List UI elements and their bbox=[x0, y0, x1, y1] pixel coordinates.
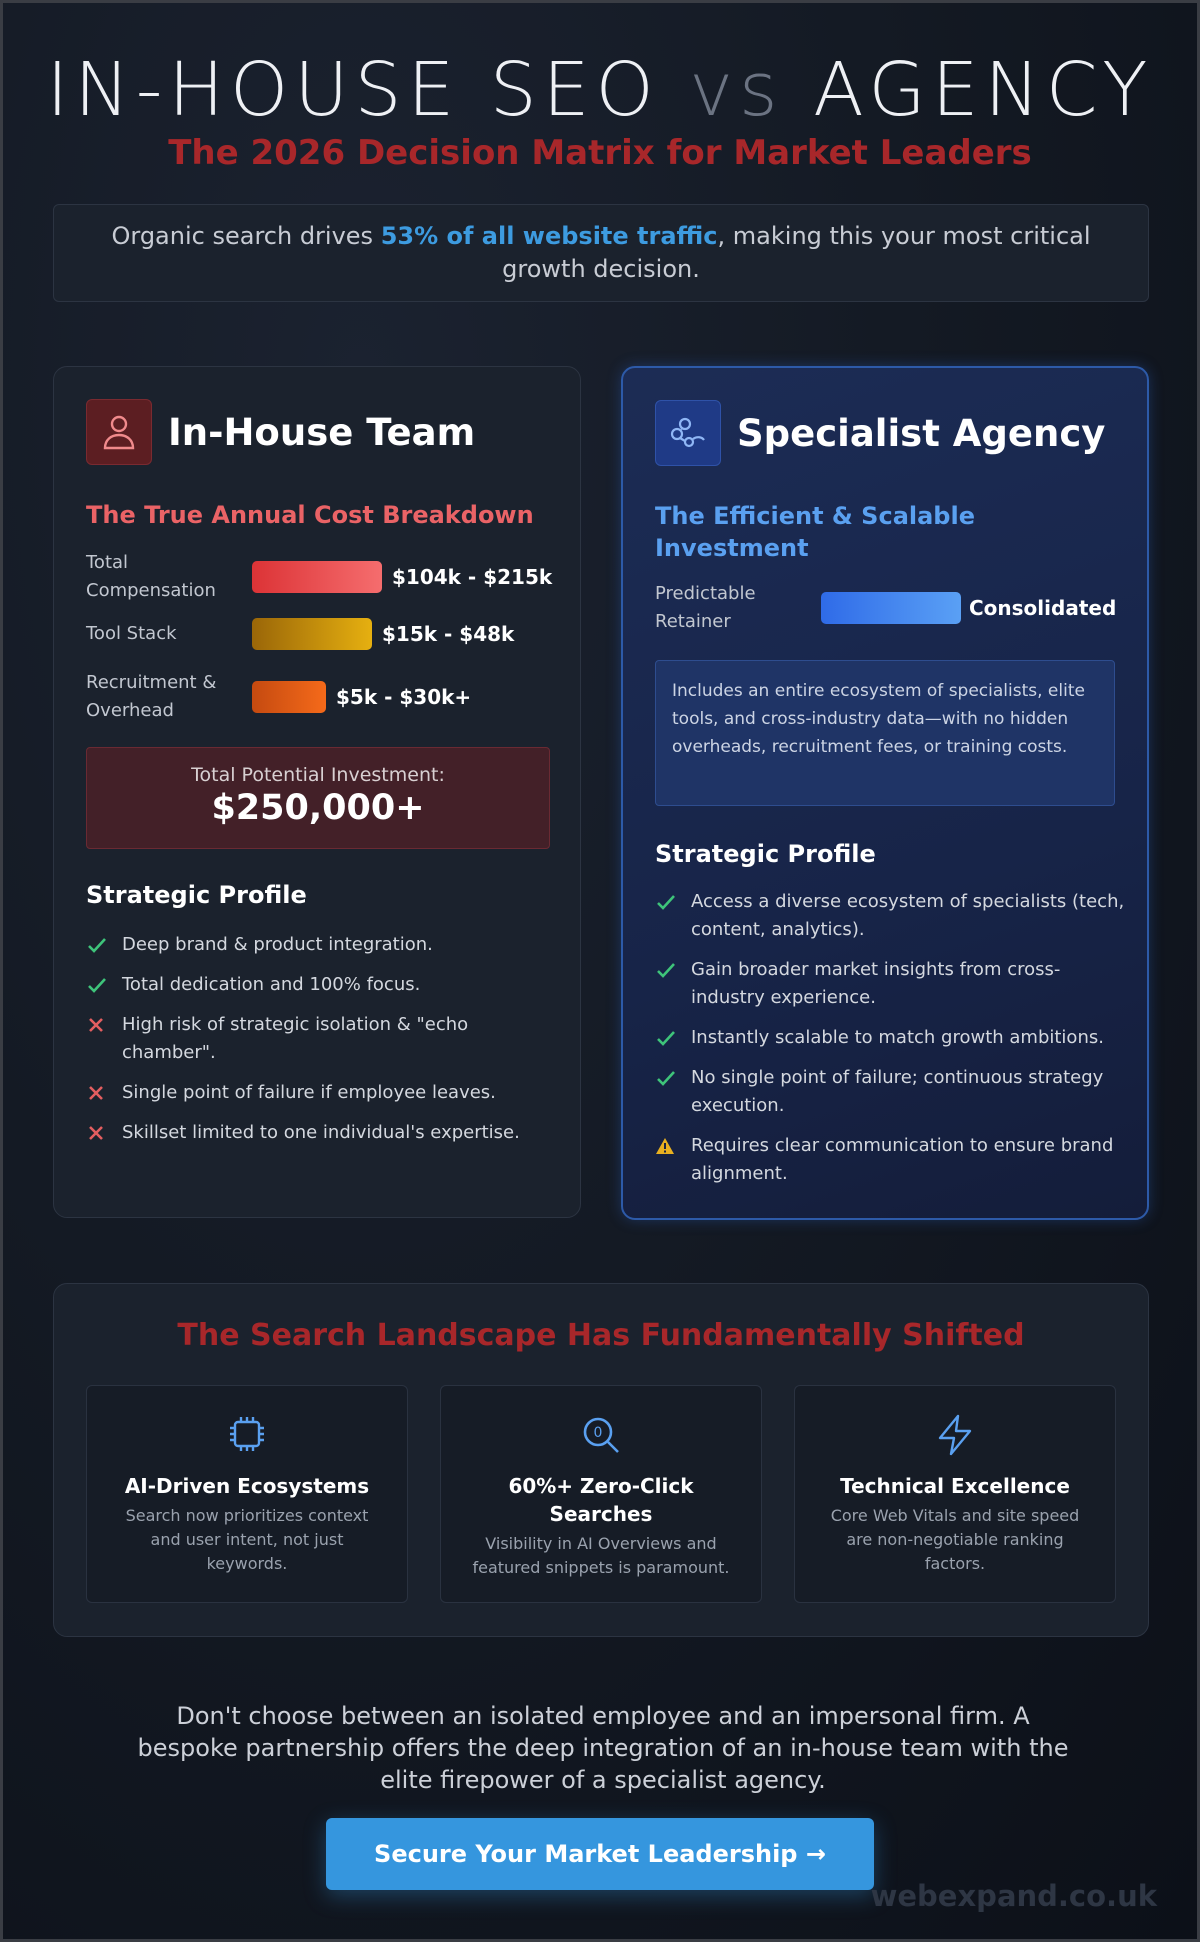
list-item-text: Single point of failure if employee leaves. bbox=[122, 1082, 496, 1103]
intro-before: Organic search drives bbox=[111, 222, 381, 250]
search-icon bbox=[441, 1414, 761, 1458]
svg-text:0: 0 bbox=[593, 1425, 603, 1441]
list-item-text: Gain broader market insights from cross-industry experience. bbox=[691, 959, 1061, 1008]
list-item-text: High risk of strategic isolation & "echo chamber". bbox=[122, 1014, 469, 1063]
cta-button[interactable]: Secure Your Market Leadership → bbox=[326, 1818, 874, 1890]
check-icon bbox=[655, 1064, 691, 1088]
list-item-text: No single point of failure; continuous strategy execution. bbox=[691, 1067, 1104, 1116]
in-house-title: In-House Team bbox=[168, 410, 476, 454]
cross-icon bbox=[86, 1011, 122, 1035]
retainer-bar bbox=[821, 592, 961, 624]
cross-icon bbox=[86, 1119, 122, 1143]
feature-text: Core Web Vitals and site speed are non-negotiable ranking factors. bbox=[830, 1506, 1080, 1573]
title-part-2: AGENCY bbox=[783, 47, 1154, 133]
check-icon bbox=[655, 956, 691, 980]
in-house-profile-heading: Strategic Profile bbox=[86, 881, 307, 909]
warning-icon bbox=[655, 1132, 691, 1156]
list-item-text: Skillset limited to one individual's expertise. bbox=[122, 1122, 520, 1143]
agency-description: Includes an entire ecosystem of specialists, elite tools, and cross-industry data—with no hidden overheads, recruitment fees, or training costs. bbox=[655, 660, 1115, 806]
cost-label: Recruitment & Overhead bbox=[86, 672, 217, 721]
agency-title: Specialist Agency bbox=[737, 411, 1106, 455]
retainer-label: Predictable Retainer bbox=[655, 583, 756, 632]
feature-card-technical bbox=[794, 1385, 1116, 1603]
total-label: Total Potential Investment: bbox=[191, 764, 445, 786]
list-item bbox=[86, 1119, 556, 1147]
cost-value: $15k - $48k bbox=[382, 622, 515, 646]
feature-title: Technical Excellence bbox=[840, 1474, 1070, 1498]
list-item bbox=[655, 1132, 1130, 1188]
cost-bar bbox=[252, 618, 372, 650]
landscape-section bbox=[53, 1283, 1149, 1637]
cost-bar bbox=[252, 561, 382, 593]
agency-profile-heading: Strategic Profile bbox=[655, 840, 876, 868]
check-icon bbox=[655, 1024, 691, 1048]
page-subtitle: The 2026 Decision Matrix for Market Leaders bbox=[168, 133, 1032, 173]
check-icon bbox=[86, 971, 122, 995]
cost-value: $5k - $30k+ bbox=[336, 685, 472, 709]
cross-icon bbox=[86, 1079, 122, 1103]
intro-banner bbox=[53, 204, 1149, 302]
list-item-text: Access a diverse ecosystem of specialists (tech, content, analytics). bbox=[691, 891, 1125, 940]
cost-row-tools bbox=[86, 618, 514, 650]
chip-icon bbox=[87, 1414, 407, 1458]
list-item-text: Total dedication and 100% focus. bbox=[122, 974, 421, 995]
in-house-profile-list bbox=[86, 931, 556, 1159]
list-item bbox=[86, 1011, 556, 1067]
brand-watermark: webexpand.co.uk bbox=[870, 1879, 1157, 1913]
list-item-text: Deep brand & product integration. bbox=[122, 934, 433, 955]
in-house-header bbox=[86, 399, 475, 465]
check-icon bbox=[86, 931, 122, 955]
total-investment-box bbox=[86, 747, 550, 849]
cost-bar bbox=[252, 681, 326, 713]
agency-header bbox=[655, 400, 1105, 466]
intro-text bbox=[94, 220, 1108, 286]
in-house-card bbox=[53, 366, 581, 1218]
agency-card bbox=[621, 366, 1149, 1220]
feature-card-zero-click bbox=[440, 1385, 762, 1603]
list-item-text: Requires clear communication to ensure brand alignment. bbox=[691, 1135, 1114, 1184]
feature-card-ai bbox=[86, 1385, 408, 1603]
list-item bbox=[655, 1024, 1130, 1052]
feature-title: 60%+ Zero-Click Searches bbox=[508, 1474, 694, 1526]
cost-label: Tool Stack bbox=[86, 623, 177, 644]
feature-title: AI-Driven Ecosystems bbox=[124, 1474, 370, 1498]
retainer-row bbox=[655, 580, 1116, 636]
network-icon bbox=[655, 400, 721, 466]
landscape-heading: The Search Landscape Has Fundamentally Shifted bbox=[177, 1318, 1025, 1353]
retainer-value: Consolidated bbox=[969, 596, 1117, 620]
list-item bbox=[655, 956, 1130, 1012]
feature-text: Search now prioritizes context and user intent, not just keywords. bbox=[125, 1506, 369, 1573]
closing-text: Don't choose between an isolated employee and an impersonal firm. A bespoke partnership offers the deep integration of an in-house team with the elite firepower of a specialist agency. bbox=[137, 1702, 1069, 1794]
cost-value: $104k - $215k bbox=[392, 565, 553, 589]
user-icon bbox=[86, 399, 152, 465]
page-title bbox=[3, 47, 1197, 133]
list-item bbox=[86, 971, 556, 999]
list-item bbox=[655, 888, 1130, 944]
lightning-icon bbox=[795, 1414, 1115, 1458]
cost-row-compensation bbox=[86, 549, 552, 605]
infographic bbox=[3, 3, 1197, 1939]
cost-label: Total Compensation bbox=[86, 552, 216, 601]
in-house-cost-heading: The True Annual Cost Breakdown bbox=[86, 501, 534, 529]
feature-text: Visibility in AI Overviews and featured snippets is paramount. bbox=[472, 1534, 730, 1577]
title-part-1: IN-HOUSE SEO bbox=[46, 47, 690, 133]
check-icon bbox=[655, 888, 691, 912]
agency-cost-heading: The Efficient & Scalable Investment bbox=[655, 502, 975, 562]
intro-highlight: 53% of all website traffic bbox=[380, 222, 718, 250]
list-item-text: Instantly scalable to match growth ambitions. bbox=[691, 1027, 1104, 1048]
list-item bbox=[86, 931, 556, 959]
total-value: $250,000+ bbox=[211, 788, 425, 828]
intro-after: , making this your most critical growth decision. bbox=[502, 222, 1091, 283]
cost-row-recruitment bbox=[86, 669, 471, 725]
agency-profile-list bbox=[655, 888, 1130, 1200]
list-item bbox=[86, 1079, 556, 1107]
list-item bbox=[655, 1064, 1130, 1120]
title-vs: vs bbox=[689, 47, 784, 133]
